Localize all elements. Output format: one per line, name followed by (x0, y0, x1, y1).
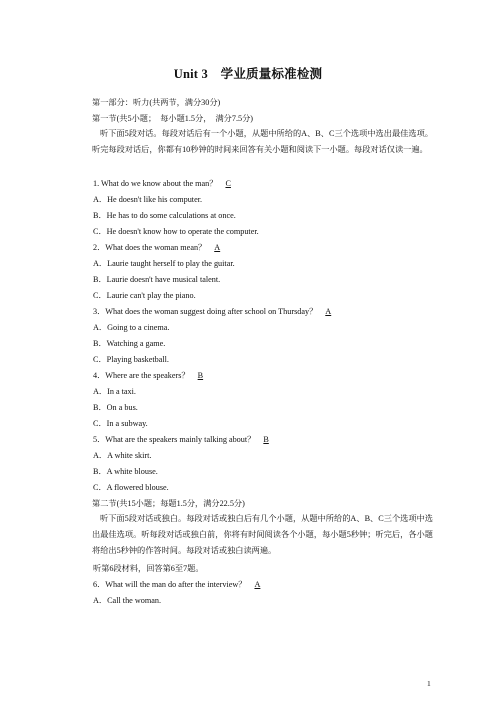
question-6-answer: A (254, 580, 261, 589)
question-1-option-c: C．He doesn't know how to operate the computer. (93, 227, 259, 236)
part1-heading: 第一部分：听力(共两节，满分30分) (92, 98, 221, 107)
question-3-option-c: C．Playing basketball. (93, 355, 169, 364)
question-4-answer: B (197, 371, 204, 380)
material-6-heading: 听第6段材料，回答第6至7题。 (93, 564, 204, 573)
question-2-answer: A (214, 243, 221, 252)
question-5-option-c: C．A flowered blouse. (93, 483, 169, 492)
question-4-option-c: C．In a subway. (93, 419, 148, 428)
question-5 (93, 435, 433, 445)
question-4-option-a: A．In a taxi. (93, 387, 136, 396)
question-3 (93, 307, 433, 317)
question-5-text: 5．What are the speakers mainly talking about？ (93, 435, 256, 444)
question-1-option-b: B．He has to do some calculations at once. (93, 211, 236, 220)
question-4-text: 4．Where are the speakers？ (93, 371, 190, 380)
page-number: 1 (427, 679, 431, 688)
section2-instructions: 听下面5段对话或独白。每段对话或独白后有几个小题，从题中所给的A、B、C三个选项中选出最佳选项。听每段对话或独白前，你将有时间阅读各个小题，每小题5秒钟；听完后，各小题将给出5秒钟的作答时间。每段对话或独白读两遍。 (92, 514, 433, 555)
question-2-option-a: A．Laurie taught herself to play the guitar. (93, 259, 235, 268)
question-6-text: 6．What will the man do after the interview？ (93, 580, 247, 589)
section1-instructions: 听下面5段对话。每段对话后有一个小题，从题中所给的A、B、C三个选项中选出最佳选项。听完每段对话后，你都有10秒钟的时间来回答有关小题和阅读下一小题。每段对话仅读一遍。 (92, 129, 433, 154)
question-1-answer: C (225, 179, 231, 188)
question-5-option-b: B．A white blouse. (93, 467, 158, 476)
question-3-option-a: A．Going to a cinema. (93, 323, 170, 332)
question-6-option-a: A．Call the woman. (93, 596, 161, 605)
question-3-text: 3．What does the woman suggest doing after school on Thursday？ (93, 307, 318, 316)
question-3-answer: A (325, 307, 332, 316)
question-4 (93, 371, 433, 381)
section1-heading: 第一节(共5小题； 每小题1.5分， 满分7.5分) (92, 114, 254, 123)
question-4-option-b: B．On a bus. (93, 403, 138, 412)
question-2 (93, 243, 433, 253)
question-3-option-b: B．Watching a game. (93, 339, 166, 348)
section2-heading: 第二节(共15小题；每题1.5分，满分22.5分) (92, 499, 245, 508)
question-2-option-b: B．Laurie doesn't have musical talent. (93, 275, 221, 284)
question-1 (93, 179, 433, 189)
question-2-option-c: C．Laurie can't play the piano. (93, 291, 196, 300)
question-1-option-a: A．He doesn't like his computer. (93, 195, 203, 204)
question-6 (93, 580, 433, 590)
question-5-option-a: A．A white skirt. (93, 451, 152, 460)
question-1-text: 1. What do we know about the man？ (93, 179, 218, 188)
question-5-answer: B (263, 435, 269, 444)
page-title: Unit 3 学业质量标准检测 (173, 67, 323, 81)
question-2-text: 2．What does the woman mean？ (93, 243, 207, 252)
